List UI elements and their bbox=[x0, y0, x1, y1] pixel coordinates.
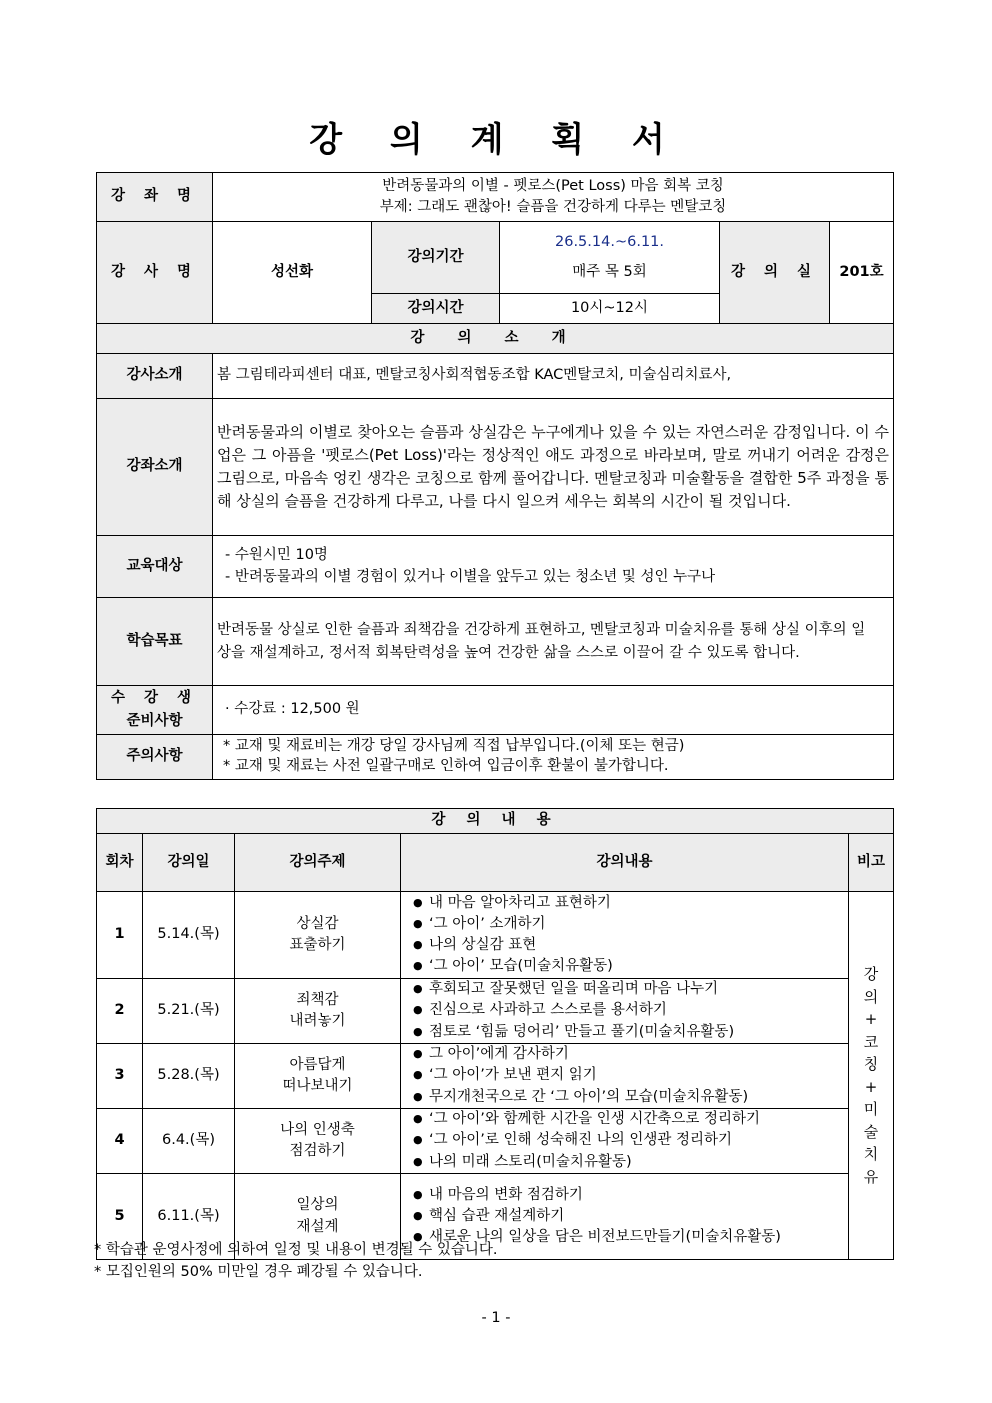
course-subtitle: 부제: 그래도 괜찮아! 슬픔을 건강하게 다루는 멘탈코칭 bbox=[379, 199, 727, 215]
caution-line: * 교재 및 재료는 사전 일괄구매로 인하여 입금이후 환불이 불가합니다. bbox=[223, 758, 669, 774]
session-no: 5 bbox=[97, 1174, 143, 1260]
list-item: ● 내 마음의 변화 점검하기 bbox=[413, 1185, 844, 1206]
note-char: 치 bbox=[863, 1145, 879, 1163]
col-header-content: 강의내용 bbox=[401, 834, 849, 892]
note-cell bbox=[849, 892, 894, 1260]
session-no: 3 bbox=[97, 1044, 143, 1109]
session-date: 6.11.(목) bbox=[143, 1174, 235, 1260]
list-item: ● 그 아이’에게 감사하기 bbox=[413, 1044, 844, 1065]
session-date: 6.4.(목) bbox=[143, 1109, 235, 1174]
list-item: ● 무지개천국으로 간 ‘그 아이’의 모습(미술치유활동) bbox=[413, 1087, 844, 1108]
note-char: 코 bbox=[863, 1032, 879, 1051]
list-item: ● ‘그 아이’가 보낸 편지 읽기 bbox=[413, 1065, 844, 1086]
intro-section-header: 강 의 소 개 bbox=[97, 324, 894, 354]
session-topic: 점검하기 bbox=[289, 1143, 346, 1159]
list-item: ● ‘그 아이’로 인해 성숙해진 나의 인생관 정리하기 bbox=[413, 1130, 844, 1151]
list-item: ● 내 마음 알아차리고 표현하기 bbox=[413, 893, 844, 914]
note-char: 강 bbox=[863, 965, 879, 983]
session-topic: 떠나보내기 bbox=[282, 1078, 353, 1094]
list-item: ● 진심으로 사과하고 스스로를 용서하기 bbox=[413, 1000, 844, 1021]
table-row bbox=[97, 892, 894, 979]
period-label: 강의기간 bbox=[372, 222, 500, 294]
session-no: 1 bbox=[97, 892, 143, 979]
col-header-note: 비고 bbox=[849, 834, 894, 892]
caution-line: * 교재 및 재료비는 개강 당일 강사님께 직접 납부입니다.(이체 또는 현금) bbox=[223, 738, 685, 755]
list-item: ● 새로운 나의 일상을 담은 비전보드만들기(미술치유활동) bbox=[413, 1227, 844, 1248]
prep-text: · 수강료 : 12,500 원 bbox=[213, 686, 894, 735]
note-char: 유 bbox=[863, 1167, 879, 1186]
note-char: 칭 bbox=[863, 1055, 879, 1073]
time-label: 강의시간 bbox=[372, 294, 500, 324]
goal-label: 학습목표 bbox=[97, 598, 213, 686]
table-row bbox=[97, 979, 894, 1044]
instructor-label: 강 사 명 bbox=[97, 222, 213, 324]
course-intro-label: 강좌소개 bbox=[97, 399, 213, 536]
session-topic: 상실감 bbox=[296, 915, 339, 932]
session-no: 4 bbox=[97, 1109, 143, 1174]
session-topic: 죄책감 bbox=[296, 991, 339, 1008]
list-item: ● 점토로 ‘힘듦 덩어리’ 만들고 풀기(미술치유활동) bbox=[413, 1022, 844, 1043]
footnote: * 모집인원의 50% 미만일 경우 폐강될 수 있습니다. bbox=[94, 1263, 423, 1280]
list-item: ● 나의 상실감 표현 bbox=[413, 935, 844, 956]
list-item: ● 나의 미래 스토리(미술치유활동) bbox=[413, 1152, 844, 1173]
target-label: 교육대상 bbox=[97, 536, 213, 598]
instructor-intro-label: 강사소개 bbox=[97, 354, 213, 399]
room-number: 201호 bbox=[830, 222, 894, 324]
footnote: * 학습관 운영사정에 의하여 일정 및 내용이 변경될 수 있습니다. bbox=[94, 1242, 498, 1258]
list-item: ● 핵심 습관 재설계하기 bbox=[413, 1206, 844, 1227]
session-date: 5.28.(목) bbox=[143, 1044, 235, 1109]
course-frequency: 매주 목 5회 bbox=[572, 263, 647, 280]
session-topic: 재설계 bbox=[296, 1218, 339, 1235]
instructor-name: 성선화 bbox=[213, 222, 372, 324]
course-intro-text: 반려동물과의 이별로 찾아오는 슬픔과 상실감은 누구에게나 있을 수 있는 자연스러운 감정입니다. 이 수업은 그 아픔을 '펫로스(Pet Loss)'라는 정상적인 애도 과정으로 바라보며, 말로 꺼내기 어려운 감정은 그림으로, 마음속 엉킨 생각은 코칭으로 함께 풀어갑니다. 멘탈코칭과 미술활동을 결합한 5주 과정을 통해 상실의 슬픔을 건강하게 다루고, 나를 다시 일으켜 세우는 회복의 시간이 될 것입니다. bbox=[213, 399, 894, 536]
schedule-table bbox=[96, 808, 894, 1260]
course-name-label: 강 좌 명 bbox=[97, 173, 213, 222]
list-item: ● ‘그 아이’와 함께한 시간을 인생 시간축으로 정리하기 bbox=[413, 1109, 844, 1130]
document-title: 강 의 계 획 서 bbox=[309, 120, 683, 160]
session-no: 2 bbox=[97, 979, 143, 1044]
table-row bbox=[97, 1109, 894, 1174]
course-info-table bbox=[96, 172, 894, 780]
note-char: 의 bbox=[863, 987, 879, 1006]
session-topic: 일상의 bbox=[296, 1197, 339, 1214]
target-line: - 반려동물과의 이별 경험이 있거나 이별을 앞두고 있는 청소년 및 성인 누구나 bbox=[225, 568, 716, 585]
course-name: 반려동물과의 이별 - 펫로스(Pet Loss) 마음 회복 코칭 bbox=[382, 177, 724, 194]
course-period: 26.5.14.~6.11. bbox=[555, 234, 664, 251]
table-row bbox=[97, 1044, 894, 1109]
content-section-header: 강 의 내 용 bbox=[97, 809, 894, 834]
caution-label: 주의사항 bbox=[97, 735, 213, 780]
session-topic: 내려놓기 bbox=[289, 1013, 346, 1029]
target-line: - 수원시민 10명 bbox=[225, 547, 328, 564]
page-number: - 1 - bbox=[481, 1310, 511, 1326]
note-char: + bbox=[864, 1010, 878, 1028]
note-char: 미 bbox=[863, 1100, 879, 1118]
prep-label-line1: 수 강 생 bbox=[110, 689, 199, 706]
session-topic: 표출하기 bbox=[289, 937, 346, 953]
footnotes bbox=[94, 1240, 498, 1284]
session-date: 5.21.(목) bbox=[143, 979, 235, 1044]
note-char: + bbox=[864, 1077, 878, 1096]
session-topic: 나의 인생축 bbox=[280, 1121, 355, 1138]
session-date: 5.14.(목) bbox=[143, 892, 235, 979]
col-header-no: 회차 bbox=[97, 834, 143, 892]
room-label: 강 의 실 bbox=[720, 222, 830, 324]
course-time: 10시~12시 bbox=[500, 294, 720, 324]
col-header-topic: 강의주제 bbox=[235, 834, 401, 892]
prep-label-line2: 준비사항 bbox=[126, 713, 183, 729]
goal-text: 반려동물 상실로 인한 슬픔과 죄책감을 건강하게 표현하고, 멘탈코칭과 미술치유를 통해 상실 이후의 일상을 재설계하고, 정서적 회복탄력성을 높여 건강한 삶을 스스로 이끌어 갈 수 있도록 합니다. bbox=[213, 598, 894, 686]
list-item: ● ‘그 아이’ 소개하기 bbox=[413, 914, 844, 935]
col-header-date: 강의일 bbox=[143, 834, 235, 892]
list-item: ● 후회되고 잘못했던 일을 떠올리며 마음 나누기 bbox=[413, 979, 844, 1000]
session-topic: 아름답게 bbox=[289, 1056, 346, 1073]
note-char: 술 bbox=[863, 1122, 879, 1141]
list-item: ● ‘그 아이’ 모습(미술치유활동) bbox=[413, 956, 844, 977]
instructor-intro-text: 봄 그림테라피센터 대표, 멘탈코칭사회적협동조합 KAC멘탈코치, 미술심리치료사, bbox=[213, 354, 894, 399]
